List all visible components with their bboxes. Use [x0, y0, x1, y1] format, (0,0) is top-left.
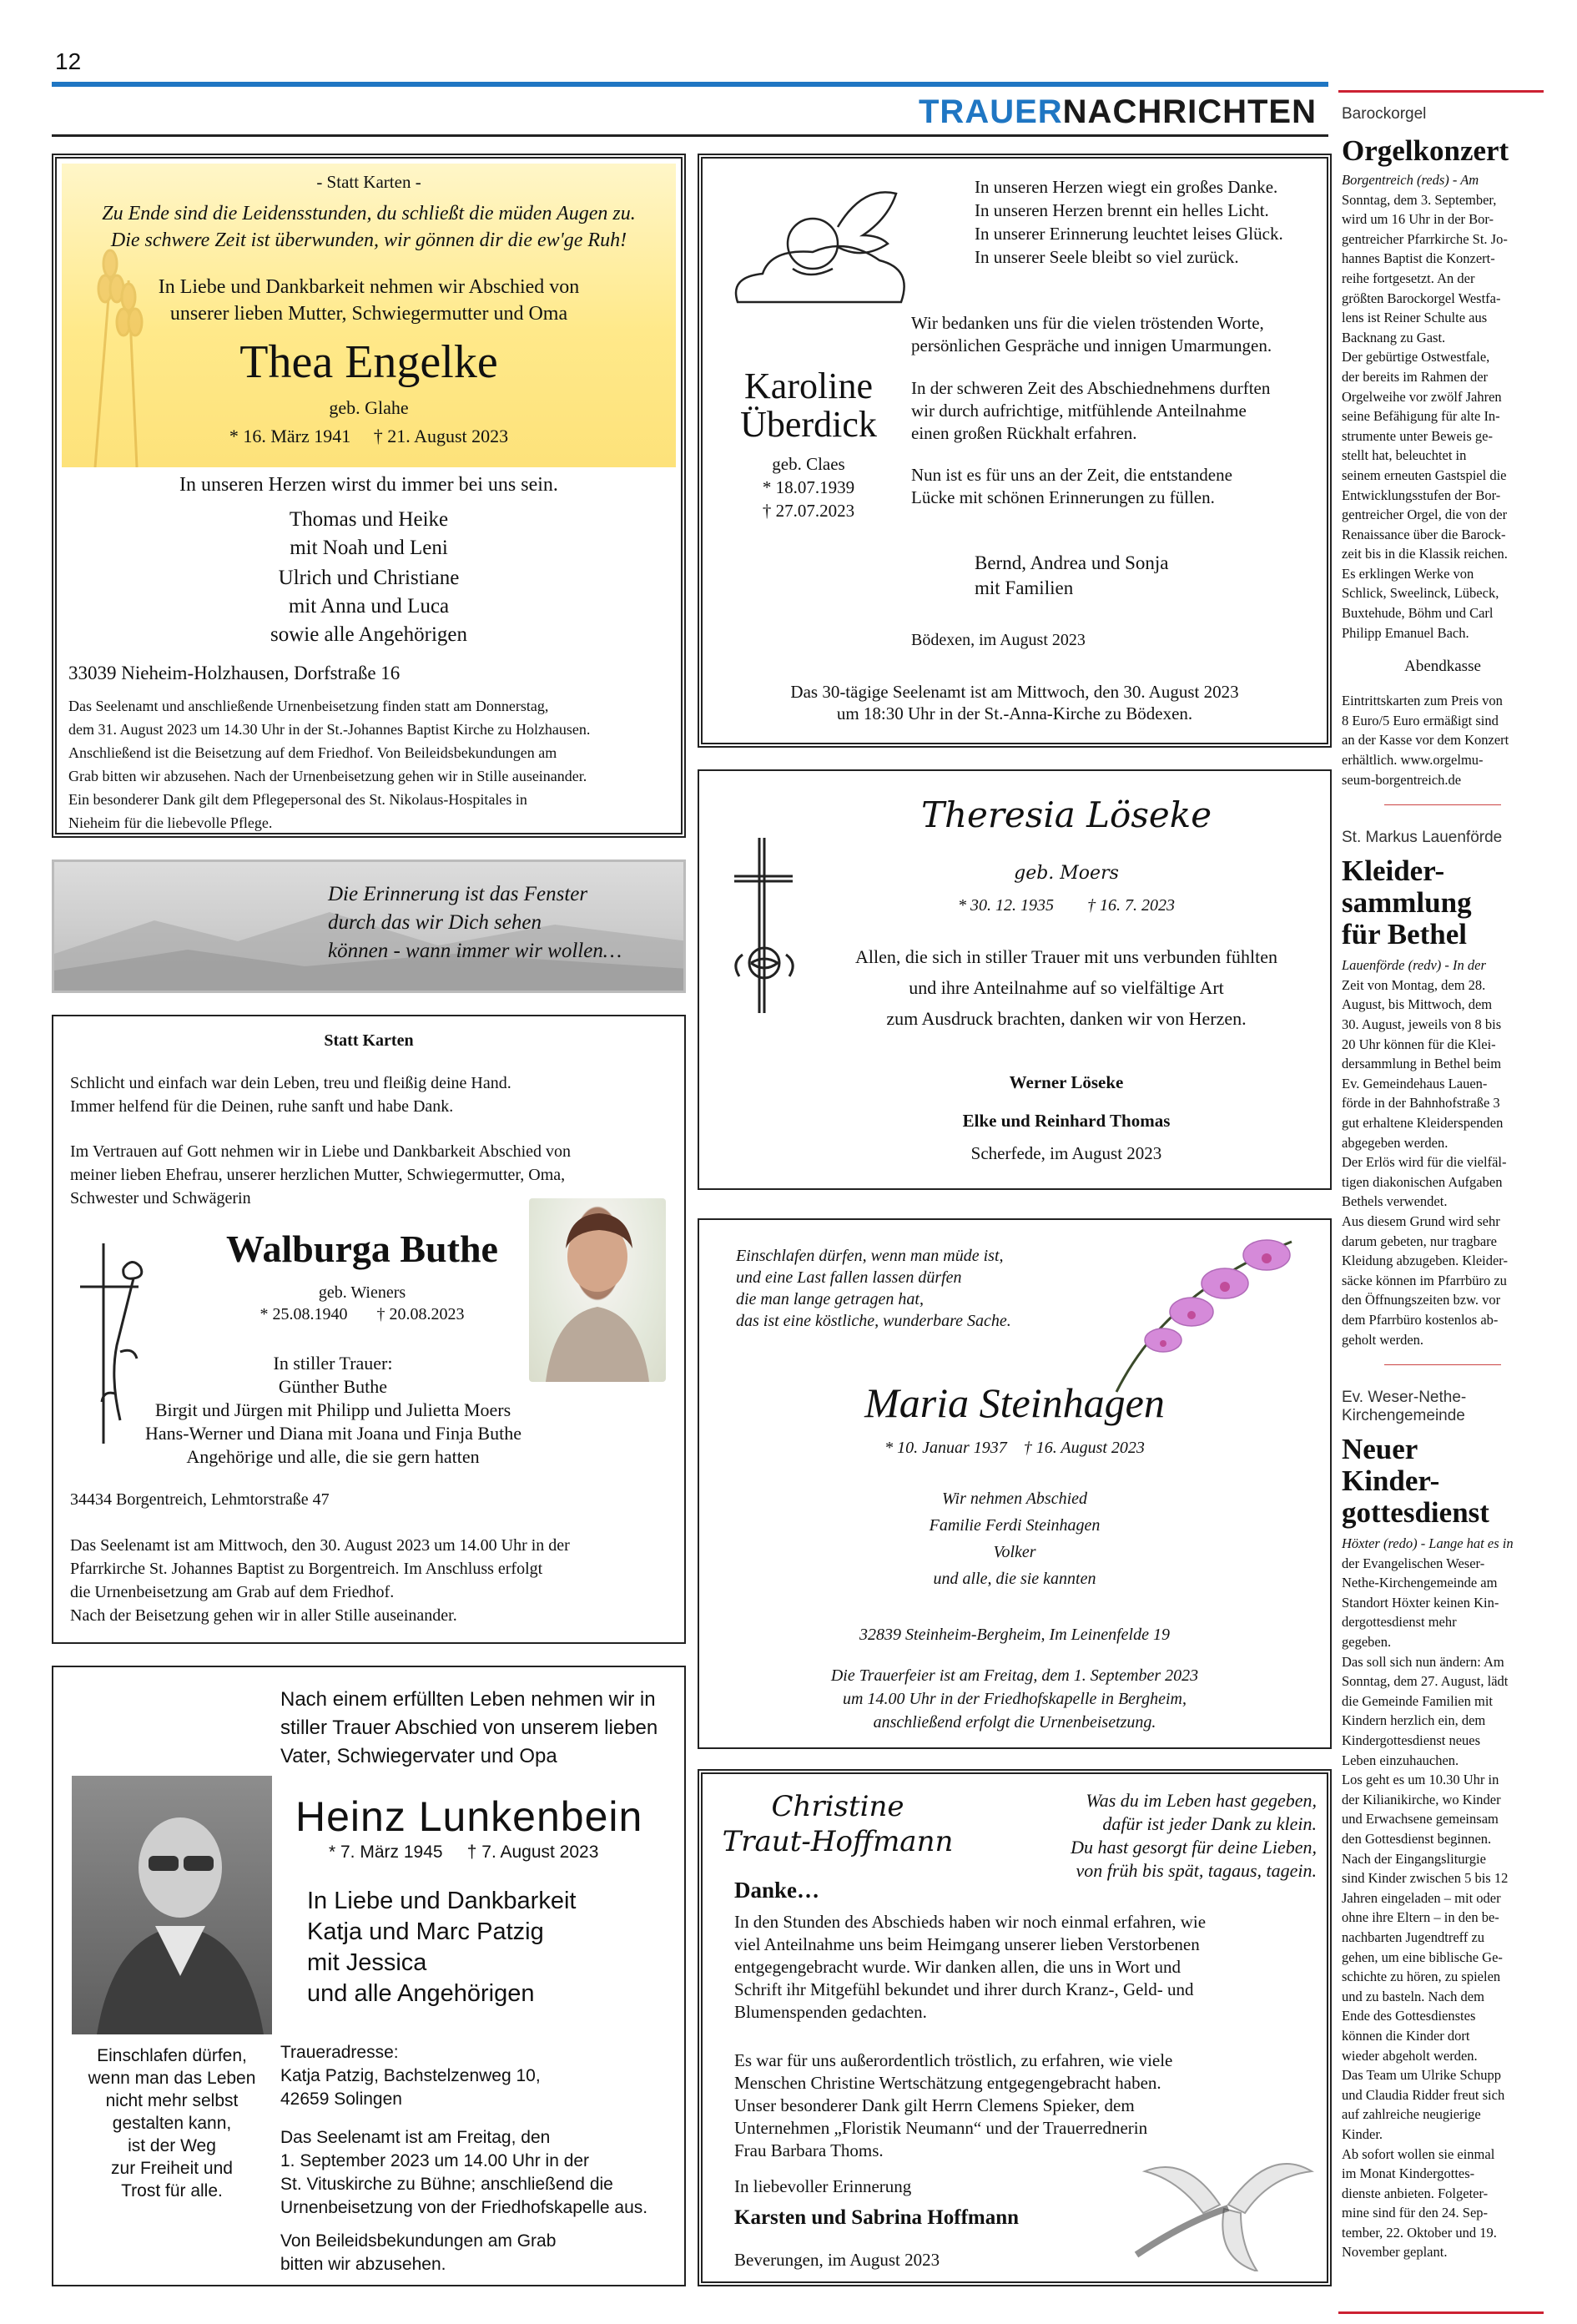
engelke-name: Thea Engelke	[239, 336, 498, 388]
article-label: Ev. Weser-Nethe- Kirchengemeinde	[1342, 1389, 1467, 1425]
hoffmann-closing-intro: In liebevoller Erinnerung	[734, 2176, 912, 2196]
page-number: 12	[55, 48, 82, 74]
buthe-address: 34434 Borgentreich, Lehmtorstraße 47	[70, 1490, 330, 1509]
lunkenbein-photo	[72, 1776, 272, 2034]
orchid-illustration	[1100, 1225, 1308, 1400]
obituary-engelke	[52, 154, 686, 838]
article-kleidersammlung	[1342, 829, 1544, 1349]
lunkenbein-intro: Nach einem erfüllten Leben nehmen wir in stiller Trauer Abschied von unserem lieben Vater, Schwiegervater und Opa	[280, 1688, 658, 1767]
article-subhead: Abendkasse	[1404, 658, 1481, 676]
steinhagen-notice: Die Trauerfeier ist am Freitag, dem 1. September 2023 um 14.00 Uhr in der Friedhofskapelle in Bergheim, anschließend erfolgt die Urnenbeisetzung.	[830, 1666, 1199, 1732]
sidebar-bottom-rule	[1338, 2311, 1544, 2314]
sidebar-top-rule	[1338, 90, 1544, 93]
buthe-pre: Statt Karten	[324, 1031, 414, 1050]
lunkenbein-dates: * 7. März 1945 † 7. August 2023	[329, 1843, 599, 1862]
obituary-hoffmann	[698, 1769, 1332, 2286]
loeseke-place: Scherfede, im August 2023	[970, 1143, 1162, 1163]
loeseke-family: Werner Löseke Elke und Reinhard Thomas	[962, 1072, 1171, 1131]
engelke-poem: Zu Ende sind die Leidensstunden, du schließt die müden Augen zu. Die schwere Zeit ist überwunden, wir gönnen dir die ew'ge Ruh!	[102, 203, 636, 251]
article-divider	[1384, 804, 1501, 805]
steinhagen-dates: * 10. Januar 1937 † 16. August 2023	[884, 1439, 1145, 1457]
article-body: Höxter (redo) - Lange hat es in der Evangelischen Weser- Nethe-Kirchengemeinde am Standort Höxter keinen Kin- dergottesdienst mehr gegeben. Das soll sich nun ändern: Am Sonntag, dem 27. August, lädt die Gemeinde Familien mit Kindern herzlich ein, dem Kindergottesdienst neues Leben einzuhauchen. Los geht es um 10.30 Uhr in der Kilianikirche, wo Kinder und Erwachsene gemeinsam den Gottesdienst beginnen. Nach der Eingangsliturgie sind Kinder zwischen 5 bis 12 Jahren eingeladen – mit oder ohne ihre Eltern – in den be- nachbarten Jugendtreff zu gehen, um eine biblische Ge- schichte zu hören, zu spielen und zu basteln. Nach dem Ende des Gottesdienstes können die Kinder dort wieder abgeholt werden. Das Team um Ulrike Schupp und Claudia Ridder freut sich auf zahlreiche neugierige Kinder. Ab sofort wollen sie einmal im Monat Kindergottes- dienste anbieten. Folgeter- mine sind für den 24. Sep- tember, 22. Oktober und 19. November geplant.	[1342, 1535, 1514, 2261]
hoffmann-family: Karsten und Sabrina Hoffmann	[734, 2206, 1020, 2229]
loeseke-text: Allen, die sich in stiller Trauer mit uns verbunden fühlten und ihre Anteilnahme auf so vielfältige Art zum Ausdruck brachten, danken wir von Herzen.	[855, 946, 1277, 1029]
memorial-quote	[52, 860, 686, 993]
buthe-intro: Im Vertrauen auf Gott nehmen wir in Liebe und Dankbarkeit Abschied von meiner lieben Ehefrau, unserer herzlichen Mutter, Schwiegermutter, Oma, Schwester und Schwägerin	[70, 1142, 572, 1207]
article-kindergottesdienst	[1342, 1389, 1544, 2262]
obituary-loeseke	[698, 769, 1332, 1190]
engelke-pre: - Statt Karten -	[316, 172, 421, 192]
engelke-dates: * 16. März 1941 † 21. August 2023	[229, 426, 509, 446]
article-label: St. Markus Lauenförde	[1342, 829, 1503, 847]
ueberdick-para2: In der schweren Zeit des Abschiednehmens durften wir durch aufrichtige, mitfühlende Anteilnahme einen großen Rückhalt erfahren.	[911, 378, 1271, 443]
lunkenbein-closing: Von Beileidsbekundungen am Grab bitten wir abzusehen.	[280, 2231, 557, 2274]
buthe-notice: Das Seelenamt ist am Mittwoch, den 30. August 2023 um 14.00 Uhr in der Pfarrkirche St. Johannes Baptist zu Borgentreich. Im Anschluss erfolgt die Urnenbeisetzung am Grab auf dem Friedhof. Nach der Beisetzung gehen wir in aller Stille auseinander.	[70, 1536, 570, 1625]
buthe-dates: * 25.08.1940 † 20.08.2023	[259, 1305, 465, 1323]
obituary-buthe	[52, 1015, 686, 1644]
ueberdick-thanks: Wir bedanken uns für die vielen tröstenden Worte, persönlichen Gespräche und innigen Umarmungen.	[911, 313, 1272, 355]
ueberdick-place: Bödexen, im August 2023	[911, 631, 1086, 649]
article-body: Borgentreich (reds) - Am Sonntag, dem 3. September, wird um 16 Uhr in der Bor- gentreicher Pfarrkirche St. Jo- hannes Baptist die Konzert- reihe fortgesetzt. An der größten Barockorgel Westfa- lens ist Reiner Schulte aus Backnang zu Gast. Der gebürtige Ostwestfale, der bereits im Rahmen der Orgelweihe vor zwölf Jahren seine Befähigung für alte In- strumente unter Beweis ge- stellt hat, beleuchtet in seinem erneuten Gastspiel die Entwicklungsstufen der Bor- gentreicher Orgel, die von der Renaissance über die Barock- zeit bis in die Klassik reichen. Es erklingen Werke von Schlick, Sweelinck, Lübeck, Buxtehude, Böhm und Carl Philipp Emanuel Bach.	[1342, 172, 1508, 641]
section-title: TRAUERNACHRICHTEN	[919, 93, 1317, 130]
angel-illustration	[721, 177, 913, 327]
ueberdick-family: Bernd, Andrea und Sonja mit Familien	[975, 552, 1169, 598]
buthe-poem: Schlicht und einfach war dein Leben, treu und fleißig deine Hand. Immer helfend für die Deinen, ruhe sanft und habe Dank.	[70, 1074, 511, 1116]
article-label: Barockorgel	[1342, 105, 1427, 123]
ueberdick-notice: Das 30-tägige Seelenamt ist am Mittwoch, den 30. August 2023 um 18:30 Uhr in der St.-Anna-Kirche zu Bödexen.	[790, 682, 1239, 723]
buthe-born-name: geb. Wieners	[318, 1283, 406, 1302]
ueberdick-name: Karoline Überdick	[740, 365, 877, 445]
loeseke-dates: * 30. 12. 1935 † 16. 7. 2023	[958, 896, 1175, 915]
engelke-intro: In Liebe und Dankbarkeit nehmen wir Abschied von unserer lieben Mutter, Schwiegermutter und Oma	[158, 276, 580, 325]
engelke-family: Thomas und Heike mit Noah und Leni Ulrich und Christiane mit Anna und Luca sowie alle Angehörigen	[270, 508, 468, 646]
lunkenbein-address: Traueradresse: Katja Patzig, Bachstelzenweg 10, 42659 Solingen	[280, 2043, 541, 2109]
loeseke-name: Theresia Löseke	[920, 794, 1212, 835]
engelke-motto: In unseren Herzen wirst du immer bei uns sein.	[179, 474, 558, 496]
hoffmann-quote: Was du im Leben hast gegeben, dafür ist jeder Dank zu klein. Du hast gesorgt für deine Lieben, von früh bis spät, tagaus, tagein.	[1071, 1790, 1317, 1881]
steinhagen-poem: Einschlafen dürfen, wenn man müde ist, und eine Last fallen lassen dürfen die man lange getragen hat, das ist eine köstliche, wunderbare Sache.	[736, 1247, 1011, 1330]
sidebar-news	[1342, 98, 1544, 2262]
header-rule	[52, 82, 1328, 87]
hoffmann-heading: Danke…	[734, 1878, 820, 1903]
article-body: Lauenförde (redv) - In der Zeit von Montag, dem 28. August, bis Mittwoch, dem 30. August, jeweils von 8 bis 20 Uhr können für die Klei- dersammlung in Bethel beim Ev. Gemeindehaus Lauen- förde in der Bahnhofstraße 3 gut erhaltene Kleiderspenden abgegeben werden. Der Erlös wird für die vielfäl- tigen diakonischen Aufgaben Bethels verwendet. Aus diesem Grund wird sehr darum gebeten, nur tragbare Kleidung abzugeben. Kleider- säcke können im Pfarrbüro zu den Öffnungszeiten bzw. vor dem Pfarrbüro kostenlos ab- geholt werden.	[1342, 957, 1508, 1348]
article-title: Neuer Kinder- gottesdienst	[1342, 1433, 1489, 1530]
ueberdick-para3: Nun ist es für uns an der Zeit, die entstandene Lücke mit schönen Erinnerungen zu füllen.	[911, 465, 1232, 507]
lunkenbein-family: In Liebe und Dankbarkeit Katja und Marc Patzig mit Jessica und alle Angehörigen	[307, 1888, 577, 2007]
article-title: Orgelkonzert	[1342, 134, 1509, 167]
article-orgelkonzert	[1342, 105, 1544, 789]
engelke-born-name: geb. Glahe	[329, 397, 409, 418]
buthe-family: In stiller Trauer: Günther Buthe Birgit und Jürgen mit Philipp und Julietta Moers Hans-Werner und Diana mit Joana und Finja Buthe Angehörige und alle, die sie gern hatten	[145, 1353, 521, 1467]
steinhagen-family: Wir nehmen Abschied Familie Ferdi Steinhagen Volker und alle, die sie kannten	[929, 1490, 1101, 1588]
lily-illustration	[1128, 2130, 1320, 2271]
loeseke-born-name: geb. Moers	[1014, 863, 1119, 884]
quote-text: Die Erinnerung ist das Fenster durch das wir Dich sehen können - wann immer wir wollen…	[328, 883, 622, 962]
obituary-steinhagen	[698, 1218, 1332, 1749]
ueberdick-dates: geb. Claes * 18.07.1939 † 27.07.2023	[762, 454, 855, 521]
obituary-ueberdick	[698, 154, 1332, 748]
steinhagen-name: Maria Steinhagen	[864, 1379, 1165, 1426]
lunkenbein-notice: Das Seelenamt ist am Freitag, den 1. September 2023 um 14.00 Uhr in der St. Vituskirche zu Bühne; anschließend die Urnenbeisetzung von der Friedhofskapelle aus.	[280, 2128, 648, 2217]
lunkenbein-name: Heinz Lunkenbein	[295, 1793, 643, 1840]
article-divider	[1384, 1364, 1501, 1365]
buthe-photo	[529, 1198, 666, 1382]
hoffmann-para2: Es war für uns außerordentlich tröstlich, zu erfahren, wie viele Menschen Christine Wertschätzung entgegengebracht haben. Unser besonderer Dank gilt Herrn Clemens Spieker, dem Unternehmen „Floristik Neumann“ und der Trauerrednerin Frau Barbara Thoms.	[734, 2050, 1173, 2160]
ueberdick-poem: In unseren Herzen wiegt ein großes Danke. In unseren Herzen brennt ein helles Licht. In unserer Erinnerung leuchtet leises Glück. In unserer Seele bleibt so viel zurück.	[975, 177, 1283, 267]
buthe-name: Walburga Buthe	[226, 1228, 498, 1270]
hoffmann-para1: In den Stunden des Abschieds haben wir noch einmal erfahren, wie viel Anteilnahme uns beim Heimgang unserer lieben Verstorbenen entgegengebracht wurde. Wir danken allen, die uns in Wort und Schrift ihr Mitgefühl bekundet und ihrer durch Kranz-, Geld- und Blumenspenden gedachten.	[734, 1912, 1207, 2022]
hoffmann-name: Christine Traut-Hoffmann	[722, 1790, 954, 1858]
engelke-address: 33039 Nieheim-Holzhausen, Dorfstraße 16	[68, 663, 401, 683]
article-body-2: Eintrittskarten zum Preis von 8 Euro/5 Euro ermäßigt sind an der Kasse vor dem Konzert erhältlich. www.orgelmu- seum-borgentreich.de	[1342, 693, 1509, 788]
obituary-lunkenbein	[52, 1666, 686, 2286]
portrait-illustration	[529, 1198, 666, 1382]
article-title: Kleider- sammlung für Bethel	[1342, 854, 1472, 951]
portrait-illustration	[72, 1776, 272, 2034]
section-header	[52, 88, 1328, 137]
engelke-notice: Das Seelenamt und anschließende Urnenbeisetzung finden statt am Donnerstag, dem 31. August 2023 um 14.30 Uhr in der St.-Johannes Baptist Kirche zu Holzhausen. Anschließend ist die Beisetzung auf dem Friedhof. Von Beileidsbekundungen am Grab bitten wir abzusehen. Nach der Urnenbeisetzung gehen wir in Stille auseinander. Ein besonderer Dank gilt dem Pflegepersonal des St. Nikolaus-Hospitales in Nieheim für die liebevolle Pflege.	[68, 698, 591, 831]
lunkenbein-poem: Einschlafen dürfen, wenn man das Leben nicht mehr selbst gestalten kann, ist der Weg zur Freiheit und Trost für alle.	[88, 2046, 256, 2200]
hoffmann-place: Beverungen, im August 2023	[734, 2250, 940, 2270]
steinhagen-address: 32839 Steinheim-Bergheim, Im Leinenfelde 19	[859, 1626, 1170, 1644]
